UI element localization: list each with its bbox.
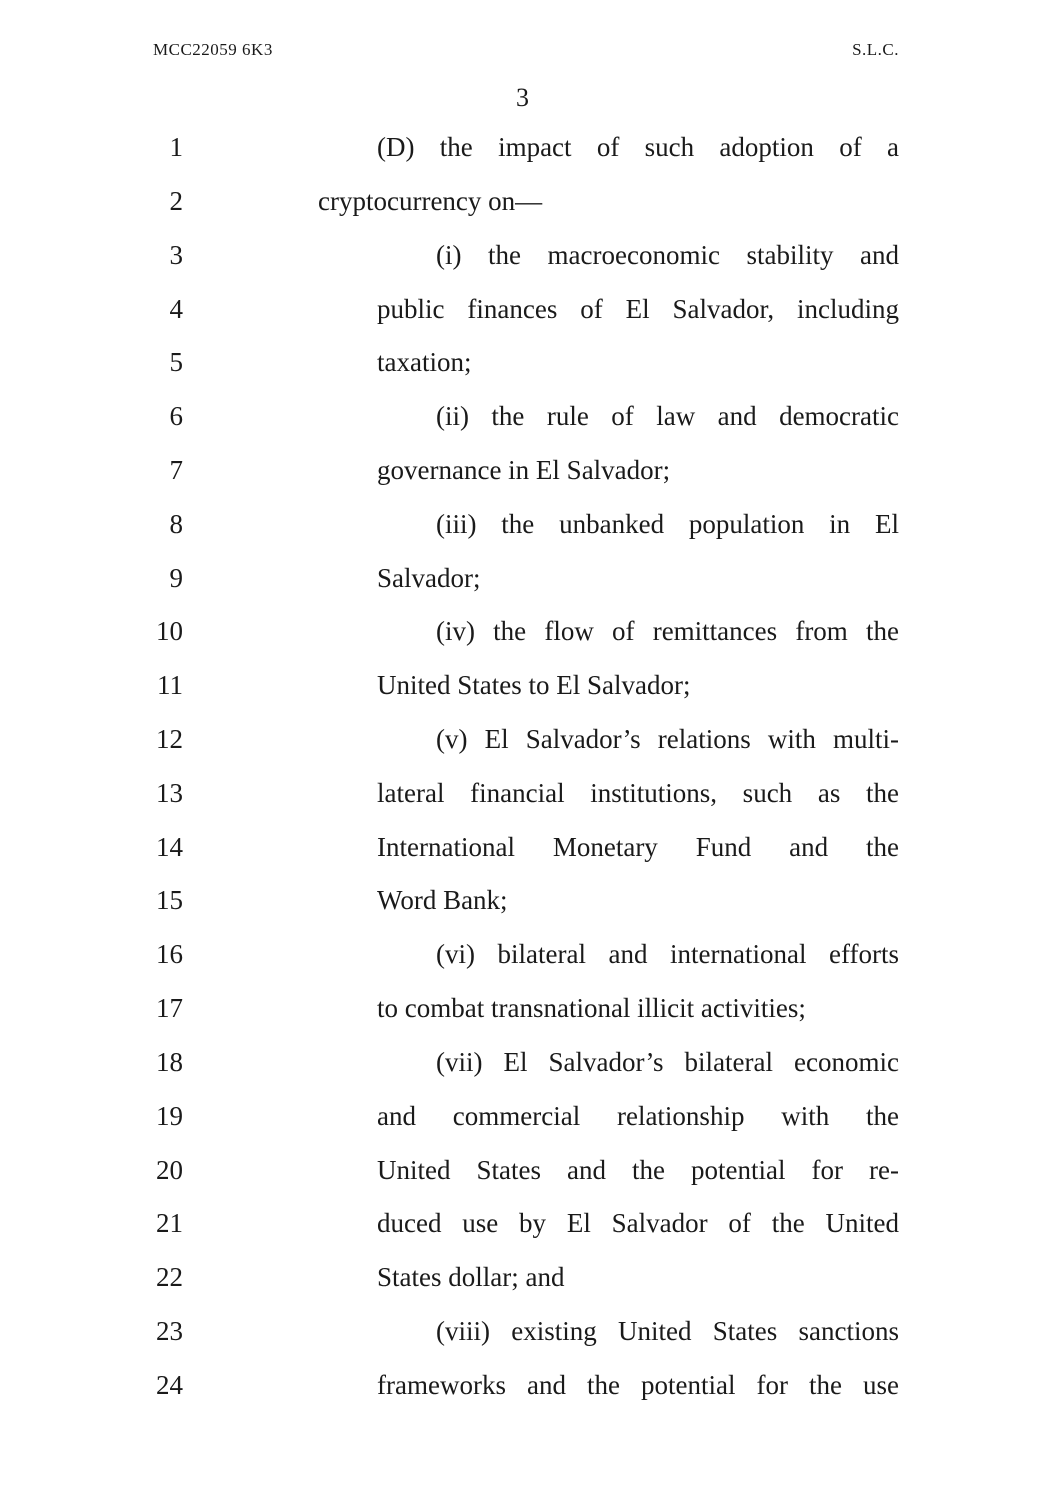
text-line: [0, 1155, 1045, 1209]
text-line: [0, 1208, 1045, 1262]
line-number: 19: [156, 1101, 183, 1131]
line-number: 5: [169, 347, 183, 377]
page-number: 3: [516, 83, 529, 112]
document-id: MCC22059 6K3: [153, 40, 273, 59]
text-line: [0, 778, 1045, 832]
line-number: 8: [169, 509, 183, 539]
line-text: International Monetary Fund and the: [377, 832, 899, 862]
text-line: [0, 401, 1045, 455]
line-number: 10: [156, 616, 183, 646]
line-number: 15: [156, 885, 183, 915]
line-text: (vi) bilateral and international efforts: [436, 939, 899, 969]
line-text: States dollar; and: [377, 1262, 565, 1292]
text-line: [0, 993, 1045, 1047]
text-line: [0, 563, 1045, 617]
line-text: to combat transnational illicit activities;: [377, 993, 806, 1023]
line-text: frameworks and the potential for the use: [377, 1370, 899, 1400]
line-number: 4: [169, 294, 183, 324]
line-number: 3: [169, 240, 183, 270]
text-line: [0, 1262, 1045, 1316]
text-line: [0, 1370, 1045, 1424]
line-text: (vii) El Salvador’s bilateral economic: [436, 1047, 899, 1077]
line-text: United States to El Salvador;: [377, 670, 691, 700]
line-text: (iii) the unbanked population in El: [436, 509, 899, 539]
text-line: [0, 132, 1045, 186]
text-line: [0, 885, 1045, 939]
text-line: [0, 670, 1045, 724]
slc-marker: S.L.C.: [852, 40, 899, 59]
line-number: 20: [156, 1155, 183, 1185]
line-number: 1: [169, 132, 183, 162]
line-number: 18: [156, 1047, 183, 1077]
line-text: (i) the macroeconomic stability and: [436, 240, 899, 270]
line-number: 21: [156, 1208, 183, 1238]
line-text: duced use by El Salvador of the United: [377, 1208, 899, 1238]
line-text: (ii) the rule of law and democratic: [436, 401, 899, 431]
line-text: (viii) existing United States sanctions: [436, 1316, 899, 1346]
line-text: (iv) the flow of remittances from the: [436, 616, 899, 646]
line-text: Word Bank;: [377, 885, 508, 915]
line-text: governance in El Salvador;: [377, 455, 671, 485]
text-line: [0, 1316, 1045, 1370]
line-text: (D) the impact of such adoption of a: [377, 132, 899, 162]
line-number: 11: [157, 670, 183, 700]
text-line: [0, 240, 1045, 294]
text-line: [0, 455, 1045, 509]
line-text: and commercial relationship with the: [377, 1101, 899, 1131]
text-line: [0, 347, 1045, 401]
line-text: public finances of El Salvador, including: [377, 294, 899, 324]
line-text: Salvador;: [377, 563, 481, 593]
line-number: 17: [156, 993, 183, 1023]
line-number: 2: [169, 186, 183, 216]
line-text: cryptocurrency on—: [318, 186, 543, 216]
text-line: [0, 616, 1045, 670]
line-number: 7: [169, 455, 183, 485]
line-text: lateral financial institutions, such as the: [377, 778, 899, 808]
line-number: 24: [156, 1370, 183, 1400]
text-line: [0, 832, 1045, 886]
text-line: [0, 939, 1045, 993]
text-line: [0, 1047, 1045, 1101]
line-number: 22: [156, 1262, 183, 1292]
line-text: taxation;: [377, 347, 472, 377]
line-text: (v) El Salvador’s relations with multi-: [436, 724, 899, 754]
text-line: [0, 294, 1045, 348]
line-number: 13: [156, 778, 183, 808]
line-number: 9: [169, 563, 183, 593]
line-number: 6: [169, 401, 183, 431]
line-number: 23: [156, 1316, 183, 1346]
line-number: 12: [156, 724, 183, 754]
line-number: 16: [156, 939, 183, 969]
text-line: [0, 724, 1045, 778]
text-line: [0, 509, 1045, 563]
line-text: United States and the potential for re-: [377, 1155, 899, 1185]
text-line: [0, 1101, 1045, 1155]
text-line: [0, 186, 1045, 240]
line-number: 14: [156, 832, 183, 862]
